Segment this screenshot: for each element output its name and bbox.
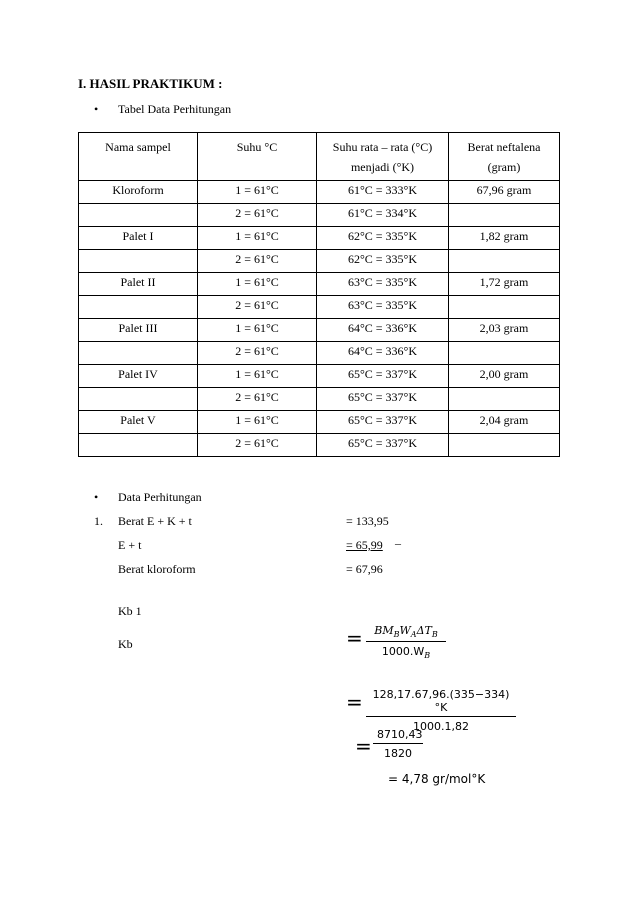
cell-sample (79, 296, 198, 319)
calc-heading: Data Perhitungan (118, 490, 202, 504)
cell-suhu: 2 = 61°C (198, 204, 317, 227)
table-row (79, 319, 560, 342)
kb-step3 (373, 728, 423, 760)
equals-sign: = (346, 626, 363, 650)
cell-sample: Palet II (79, 273, 198, 296)
cell-rata: 61°C = 334°K (317, 204, 449, 227)
cell-rata: 65°C = 337°K (317, 365, 449, 388)
cell-sample: Palet III (79, 319, 198, 342)
bullet-icon: • (94, 102, 99, 116)
header-suhu-rata: Suhu rata – rata (°C) menjadi (°K) (317, 133, 449, 181)
header-suhu: Suhu °C (198, 133, 317, 181)
table-row (79, 181, 560, 204)
cell-rata: 65°C = 337°K (317, 434, 449, 457)
cell-sample (79, 388, 198, 411)
step3-denominator: 1820 (384, 747, 412, 760)
calc-label-berat-kloroform: Berat kloroform (118, 562, 196, 576)
cell-suhu: 1 = 61°C (198, 181, 317, 204)
cell-berat: 2,00 gram (449, 365, 560, 388)
cell-berat: 67,96 gram (449, 181, 560, 204)
bullet-icon: • (94, 490, 99, 504)
step3-numerator: 8710,43 (377, 728, 423, 741)
cell-berat (449, 250, 560, 273)
table-row (79, 296, 560, 319)
kb-step2 (366, 688, 516, 733)
cell-suhu: 2 = 61°C (198, 250, 317, 273)
table-row (79, 365, 560, 388)
cell-sample: Kloroform (79, 181, 198, 204)
data-table (78, 132, 560, 457)
cell-suhu: 1 = 61°C (198, 273, 317, 296)
section-title: I. HASIL PRAKTIKUM : (78, 76, 223, 91)
table-row (79, 204, 560, 227)
kb1-label: Kb 1 (118, 604, 142, 618)
table-row (79, 388, 560, 411)
cell-suhu: 1 = 61°C (198, 227, 317, 250)
kb-label: Kb (118, 637, 133, 651)
header-berat: Berat neftalena (gram) (449, 133, 560, 181)
calc-label-et: E + t (118, 538, 142, 552)
cell-sample (79, 204, 198, 227)
formula-denominator: $1000.W_B$ (381, 645, 431, 661)
cell-suhu: 1 = 61°C (198, 319, 317, 342)
subtract-sign: – (395, 536, 401, 550)
cell-rata: 63°C = 335°K (317, 296, 449, 319)
table-row (79, 227, 560, 250)
cell-sample (79, 250, 198, 273)
table-row (79, 342, 560, 365)
equals-sign: = (346, 690, 363, 714)
cell-sample: Palet IV (79, 365, 198, 388)
cell-rata: 62°C = 335°K (317, 227, 449, 250)
equals-sign: = (355, 734, 372, 758)
step2-denominator: 1000.1,82 (413, 720, 469, 733)
cell-suhu: 1 = 61°C (198, 365, 317, 388)
cell-berat: 2,04 gram (449, 411, 560, 434)
kb-formula (366, 624, 446, 660)
kb-result: = 4,78 gr/mol°K (388, 772, 486, 786)
calc-value-berat-ekt: = 133,95 (346, 514, 389, 528)
cell-suhu: 1 = 61°C (198, 411, 317, 434)
cell-rata: 61°C = 333°K (317, 181, 449, 204)
table-row (79, 273, 560, 296)
step2-numerator: 128,17.67,96.(335−334)°K (372, 688, 510, 714)
cell-berat (449, 388, 560, 411)
cell-rata: 62°C = 335°K (317, 250, 449, 273)
cell-berat (449, 296, 560, 319)
calc-label-berat-ekt: Berat E + K + t (118, 514, 192, 528)
calc-value-et: = 65,99 (346, 538, 383, 552)
calc-value-berat-kloroform: = 67,96 (346, 562, 383, 576)
cell-rata: 64°C = 336°K (317, 342, 449, 365)
cell-suhu: 2 = 61°C (198, 434, 317, 457)
table-row (79, 250, 560, 273)
cell-berat (449, 434, 560, 457)
table-row (79, 434, 560, 457)
cell-berat: 1,82 gram (449, 227, 560, 250)
cell-rata: 63°C = 335°K (317, 273, 449, 296)
cell-berat: 1,72 gram (449, 273, 560, 296)
table-row (79, 411, 560, 434)
cell-sample: Palet V (79, 411, 198, 434)
item-number: 1. (94, 514, 103, 528)
cell-rata: 65°C = 337°K (317, 388, 449, 411)
cell-sample (79, 342, 198, 365)
header-nama-sampel: Nama sampel (79, 133, 198, 181)
cell-suhu: 2 = 61°C (198, 388, 317, 411)
cell-sample (79, 434, 198, 457)
cell-suhu: 2 = 61°C (198, 296, 317, 319)
formula-numerator: $BM_BW_A\Delta T_B$ (374, 624, 438, 640)
cell-rata: 65°C = 337°K (317, 411, 449, 434)
cell-berat: 2,03 gram (449, 319, 560, 342)
cell-rata: 64°C = 336°K (317, 319, 449, 342)
table-header-row (79, 133, 560, 181)
cell-berat (449, 204, 560, 227)
cell-berat (449, 342, 560, 365)
table-heading: Tabel Data Perhitungan (118, 102, 232, 116)
cell-sample: Palet I (79, 227, 198, 250)
cell-suhu: 2 = 61°C (198, 342, 317, 365)
